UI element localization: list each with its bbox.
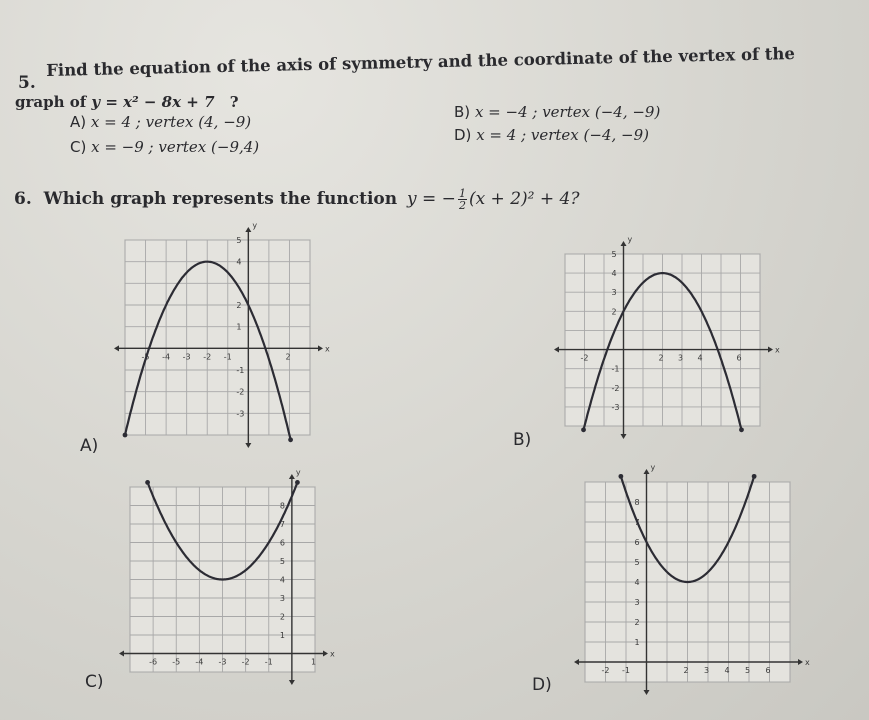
graph-d-y-tick-label: 4 [634, 578, 640, 587]
graph-c-y-tick-label: 7 [279, 520, 285, 529]
q5-option-a[interactable] [70, 113, 251, 131]
graph-a-x-tick-label: -4 [162, 352, 171, 362]
q5-question-mark: ? [229, 93, 239, 111]
graph-a-svg [105, 221, 330, 453]
graph-a-y-arrow-down [245, 443, 251, 448]
graph-a-y-tick-label: 5 [236, 236, 242, 245]
graph-d-y-tick-label: 6 [634, 538, 640, 547]
graph-b-x-axis-label: x [775, 345, 780, 355]
graph-d-x-tick-label: 3 [704, 666, 710, 675]
graph-b-y-tick-label: 4 [611, 269, 617, 279]
graph-d-x-arrow-left [574, 659, 579, 665]
graph-c-x-arrow-right [323, 651, 328, 657]
graph-a-y-tick-label: 4 [236, 257, 242, 267]
q5-graph-of-label: graph of [15, 93, 87, 111]
q6-text: Which graph represents the function [43, 189, 398, 209]
graph-d-y-tick-label: 2 [634, 618, 640, 627]
graph-b-x-arrow-left [554, 347, 559, 353]
graph-c-x-tick-label: -5 [172, 657, 181, 667]
graph-d-curve-arrow-left [618, 474, 623, 479]
graph-b-y-arrow-up [621, 241, 627, 246]
graph-d-x-arrow-right [798, 659, 803, 665]
graph-b-y-axis-label: y [627, 235, 633, 244]
q5-option-d-text: x = 4 ; vertex (−4, −9) [476, 126, 650, 144]
q6-function-rhs: (x + 2)² + 4? [468, 189, 580, 209]
graph-d-y-arrow-up [644, 469, 650, 474]
graph-d-y-tick-label: 1 [634, 638, 640, 647]
q5-option-b[interactable] [454, 103, 660, 121]
graph-a-x-tick-label: -2 [203, 352, 212, 362]
graph-c-y-tick-label: 5 [279, 557, 285, 566]
graph-a-y-tick-label: -3 [236, 409, 245, 419]
q6-fraction [458, 188, 467, 211]
graph-b-y-tick-label: -2 [611, 383, 620, 393]
graph-c-letter: C) [85, 672, 104, 692]
graph-c-x-tick-label: -2 [241, 657, 250, 667]
graph-a-x-tick-label: -1 [223, 352, 232, 362]
graph-a-y-tick-label: 2 [236, 301, 242, 310]
q5-option-c[interactable] [70, 138, 259, 156]
graph-a-panel[interactable] [105, 221, 330, 453]
graph-d-x-tick-label: 6 [765, 666, 771, 675]
q6-frac-den: 2 [458, 199, 466, 212]
graph-d-letter: D) [532, 675, 552, 695]
graph-c-y-tick-label: 4 [279, 575, 285, 585]
q5-option-c-letter: C) [70, 138, 87, 156]
graph-c-x-tick-label: -1 [264, 657, 273, 667]
graph-a-x-tick-label: 2 [285, 352, 291, 362]
q6-function [407, 187, 580, 212]
q6-question [14, 188, 579, 211]
graph-d-y-tick-label: 7 [634, 518, 640, 527]
graph-d-y-tick-label: 5 [634, 558, 640, 567]
q5-option-c-text: x = −9 ; vertex (−9,4) [91, 138, 260, 156]
graph-b-y-tick-label: 2 [611, 307, 617, 317]
graph-d-y-axis-label: y [650, 463, 656, 472]
q5-option-b-letter: B) [454, 103, 471, 121]
graph-c-y-tick-label: 3 [279, 594, 285, 603]
graph-b-y-arrow-down [621, 434, 627, 439]
graph-c-y-tick-label: 2 [279, 612, 285, 622]
graph-b-svg [555, 235, 790, 443]
graph-a-x-tick-label: -5 [141, 352, 150, 362]
graph-b-curve-arrow-left [581, 427, 586, 432]
graph-d-x-tick-label: 5 [745, 666, 751, 675]
graph-a-x-tick-label: -3 [182, 352, 191, 362]
graph-b-panel[interactable] [555, 235, 790, 443]
graph-d-x-tick-label: 2 [683, 666, 689, 675]
q5-option-d-letter: D) [454, 126, 472, 144]
graph-c-y-arrow-down [289, 680, 295, 685]
graph-c-x-axis-label: x [330, 649, 335, 659]
graph-b-y-tick-label: 5 [611, 250, 617, 259]
graph-c-y-tick-label: 6 [279, 538, 285, 548]
q5-option-b-text: x = −4 ; vertex (−4, −9) [474, 103, 661, 121]
q5-text-line1: Find the equation of the axis of symmetry and the coordinate of the vertex of the [46, 44, 796, 80]
q5-text-line2 [15, 93, 239, 111]
graph-b-letter: B) [513, 430, 532, 450]
graph-b-y-tick-label: 3 [611, 288, 617, 298]
q5-option-a-text: x = 4 ; vertex (4, −9) [90, 113, 252, 131]
graph-b-x-arrow-right [768, 347, 773, 353]
graph-a-y-arrow-up [245, 227, 251, 232]
graph-d-x-tick-label: 4 [724, 666, 730, 675]
graph-b-x-tick-label: 4 [697, 353, 703, 363]
graph-d-x-axis-label: x [805, 658, 810, 667]
graph-c-panel[interactable] [115, 462, 340, 687]
graph-d-y-arrow-down [644, 690, 650, 695]
q5-option-d[interactable] [454, 126, 649, 144]
q5-number: 5. [18, 73, 36, 93]
graph-c-x-tick-label: -4 [195, 657, 204, 667]
graph-c-y-axis-label: y [295, 468, 301, 477]
graph-b-x-tick-label: -2 [580, 353, 589, 363]
graph-a-x-arrow-left [114, 345, 119, 351]
graph-c-x-tick-label: -3 [218, 657, 227, 667]
graph-b-x-tick-label: 3 [678, 353, 684, 363]
graph-c-y-tick-label: 8 [279, 501, 285, 511]
graph-a-y-tick-label: 1 [236, 322, 242, 332]
graph-c-x-arrow-left [119, 651, 124, 657]
graph-b-curve-arrow-right [739, 427, 744, 432]
graph-c-curve-arrow-right [295, 480, 300, 485]
graph-c-x-tick-label: 1 [311, 657, 317, 667]
graph-b-y-tick-label: -3 [611, 402, 620, 412]
graph-a-x-arrow-right [318, 345, 323, 351]
graph-a-curve-arrow-right [288, 437, 293, 442]
q5-option-a-letter: A) [70, 113, 87, 131]
graph-a-y-axis-label: y [252, 221, 258, 230]
graph-a-curve-arrow-left [123, 433, 128, 438]
graph-a-x-axis-label: x [325, 344, 330, 354]
graph-d-svg [575, 463, 810, 697]
graph-c-x-tick-label: -6 [149, 657, 158, 667]
q6-number: 6. [14, 189, 32, 209]
graph-d-x-tick-label: -1 [622, 666, 630, 675]
q5-function: y = x² − 8x + 7 [91, 93, 215, 111]
graph-c-svg [115, 462, 340, 687]
graph-d-x-tick-label: -2 [601, 666, 610, 675]
graph-a-y-tick-label: -2 [236, 387, 245, 397]
graph-c-y-tick-label: 1 [279, 631, 285, 640]
graph-d-panel[interactable] [575, 463, 810, 697]
graph-a-letter: A) [80, 436, 99, 456]
graph-d-y-tick-label: 3 [634, 598, 640, 607]
q6-frac-num: 1 [458, 187, 466, 200]
graph-c-y-arrow-up [289, 474, 295, 479]
q6-function-lhs: y = − [407, 189, 456, 209]
graph-d-curve-arrow-right [752, 474, 757, 479]
graph-d-y-tick-label: 8 [634, 498, 640, 507]
graph-c-curve-arrow-left [145, 480, 150, 485]
graph-b-y-tick-label: -1 [611, 364, 620, 374]
graph-b-x-tick-label: 6 [736, 353, 742, 363]
graph-a-y-tick-label: -1 [236, 366, 245, 375]
graph-b-x-tick-label: 2 [658, 353, 664, 363]
